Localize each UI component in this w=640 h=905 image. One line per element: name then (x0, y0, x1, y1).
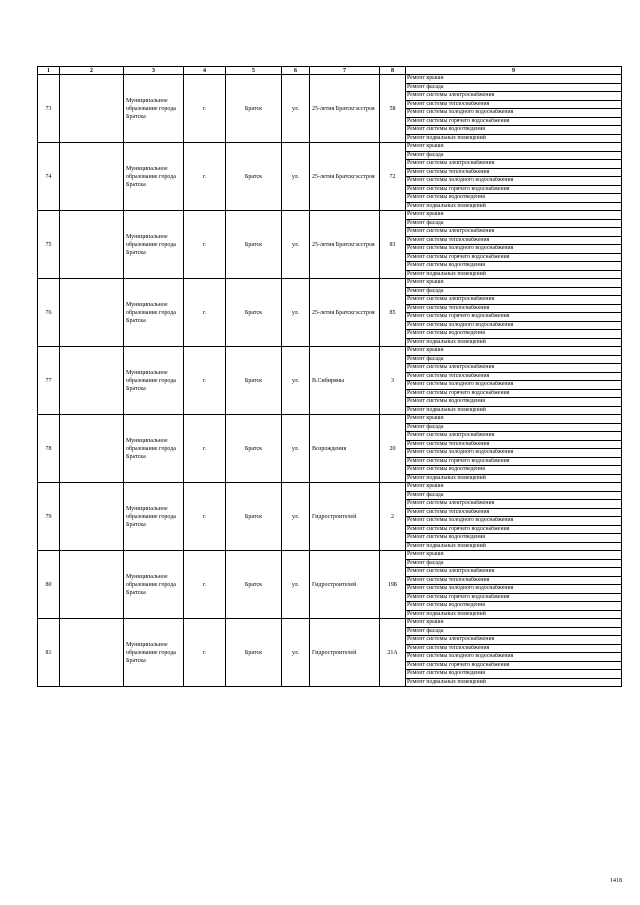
city-cell: Братск (226, 75, 282, 143)
house-number-cell: 21А (380, 619, 406, 687)
settlement-type-cell: г. (184, 211, 226, 279)
settlement-type-cell: г. (184, 415, 226, 483)
street-type-cell: ул. (282, 619, 310, 687)
house-number-cell: 72 (380, 143, 406, 211)
city-cell: Братск (226, 483, 282, 551)
row-number-cell: 75 (38, 211, 60, 279)
repair-work-cell: Ремонт системы горячего водоснабжения (406, 185, 622, 194)
repair-work-cell: Ремонт системы холодного водоснабжения (406, 109, 622, 118)
repair-work-cell: Ремонт системы теплоснабжения (406, 576, 622, 585)
repair-work-cell: Ремонт системы теплоснабжения (406, 372, 622, 381)
repair-work-cell: Ремонт фасада (406, 491, 622, 500)
repair-work-cell: Ремонт системы холодного водоснабжения (406, 245, 622, 254)
city-cell: Братск (226, 415, 282, 483)
repair-work-cell: Ремонт фасада (406, 423, 622, 432)
empty-cell (60, 483, 124, 551)
row-number-cell: 73 (38, 75, 60, 143)
municipality-cell: Муниципальное образование города Братска (124, 347, 184, 415)
city-cell: Братск (226, 143, 282, 211)
repair-work-cell: Ремонт подвальных помещений (406, 542, 622, 551)
header-row (38, 67, 622, 75)
repair-work-cell: Ремонт подвальных помещений (406, 406, 622, 415)
repair-work-cell: Ремонт системы электроснабжения (406, 432, 622, 441)
empty-cell (60, 347, 124, 415)
repair-work-cell: Ремонт системы горячего водоснабжения (406, 593, 622, 602)
municipality-cell: Муниципальное образование города Братска (124, 75, 184, 143)
street-cell: 25-летия Братскгэсстроя (310, 75, 380, 143)
city-cell: Братск (226, 211, 282, 279)
repair-work-cell: Ремонт крыши (406, 211, 622, 220)
municipality-cell: Муниципальное образование города Братска (124, 211, 184, 279)
street-cell: Гидростроителей (310, 619, 380, 687)
municipality-cell: Муниципальное образование города Братска (124, 415, 184, 483)
house-number-cell: 3 (380, 347, 406, 415)
column-header-5: 5 (226, 67, 282, 75)
settlement-type-cell: г. (184, 75, 226, 143)
municipality-cell: Муниципальное образование города Братска (124, 551, 184, 619)
row-number-cell: 76 (38, 279, 60, 347)
city-cell: Братск (226, 551, 282, 619)
street-cell: 25-летия Братскгэсстроя (310, 279, 380, 347)
repair-work-cell: Ремонт крыши (406, 415, 622, 424)
empty-cell (60, 619, 124, 687)
repair-work-cell: Ремонт фасада (406, 219, 622, 228)
row-number-cell: 79 (38, 483, 60, 551)
repair-work-cell: Ремонт системы горячего водоснабжения (406, 313, 622, 322)
column-header-1: 1 (38, 67, 60, 75)
repair-work-cell: Ремонт системы горячего водоснабжения (406, 661, 622, 670)
column-header-7: 7 (310, 67, 380, 75)
table-body (38, 75, 622, 687)
repair-work-cell: Ремонт подвальных помещений (406, 474, 622, 483)
repair-work-cell: Ремонт крыши (406, 143, 622, 152)
repair-work-cell: Ремонт системы теплоснабжения (406, 168, 622, 177)
street-type-cell: ул. (282, 551, 310, 619)
street-cell: 25-летия Братскгэсстроя (310, 143, 380, 211)
house-number-cell: 83 (380, 211, 406, 279)
table-row (38, 483, 622, 492)
repair-work-cell: Ремонт системы водоотведения (406, 330, 622, 339)
repair-work-cell: Ремонт системы электроснабжения (406, 296, 622, 305)
table-row (38, 347, 622, 356)
column-header-4: 4 (184, 67, 226, 75)
column-header-6: 6 (282, 67, 310, 75)
repair-work-cell: Ремонт системы холодного водоснабжения (406, 177, 622, 186)
street-cell: 25-летия Братскгэсстроя (310, 211, 380, 279)
repair-work-cell: Ремонт системы электроснабжения (406, 636, 622, 645)
street-type-cell: ул. (282, 211, 310, 279)
repair-work-cell: Ремонт подвальных помещений (406, 270, 622, 279)
repair-work-cell: Ремонт фасада (406, 287, 622, 296)
repair-work-cell: Ремонт системы горячего водоснабжения (406, 457, 622, 466)
repair-work-cell: Ремонт фасада (406, 355, 622, 364)
empty-cell (60, 211, 124, 279)
column-header-3: 3 (124, 67, 184, 75)
repair-work-cell: Ремонт системы холодного водоснабжения (406, 517, 622, 526)
house-number-cell: 19Б (380, 551, 406, 619)
repair-work-cell: Ремонт системы холодного водоснабжения (406, 321, 622, 330)
street-type-cell: ул. (282, 279, 310, 347)
repair-work-cell: Ремонт системы электроснабжения (406, 500, 622, 509)
column-header-9: 9 (406, 67, 622, 75)
city-cell: Братск (226, 619, 282, 687)
row-number-cell: 80 (38, 551, 60, 619)
repair-work-cell: Ремонт крыши (406, 75, 622, 84)
empty-cell (60, 143, 124, 211)
table-row (38, 551, 622, 560)
repair-work-cell: Ремонт системы теплоснабжения (406, 440, 622, 449)
repair-work-cell: Ремонт крыши (406, 279, 622, 288)
repair-work-cell: Ремонт подвальных помещений (406, 202, 622, 211)
street-cell: В.Сибиряны (310, 347, 380, 415)
table-row (38, 415, 622, 424)
row-number-cell: 74 (38, 143, 60, 211)
repair-work-cell: Ремонт системы горячего водоснабжения (406, 253, 622, 262)
municipality-cell: Муниципальное образование города Братска (124, 279, 184, 347)
settlement-type-cell: г. (184, 143, 226, 211)
repair-work-cell: Ремонт системы водоотведения (406, 534, 622, 543)
repair-work-cell: Ремонт системы теплоснабжения (406, 236, 622, 245)
repair-work-cell: Ремонт системы водоотведения (406, 602, 622, 611)
table-row (38, 143, 622, 152)
settlement-type-cell: г. (184, 551, 226, 619)
repair-work-cell: Ремонт системы холодного водоснабжения (406, 449, 622, 458)
repair-work-cell: Ремонт подвальных помещений (406, 610, 622, 619)
empty-cell (60, 551, 124, 619)
repair-work-cell: Ремонт системы водоотведения (406, 398, 622, 407)
street-type-cell: ул. (282, 347, 310, 415)
repair-work-cell: Ремонт фасада (406, 151, 622, 160)
repair-work-cell: Ремонт подвальных помещений (406, 134, 622, 143)
street-cell: Возрождения (310, 415, 380, 483)
table-row (38, 211, 622, 220)
street-cell: Гидростроителей (310, 551, 380, 619)
repair-schedule-table-wrapper (37, 66, 621, 687)
repair-work-cell: Ремонт крыши (406, 619, 622, 628)
municipality-cell: Муниципальное образование города Братска (124, 619, 184, 687)
repair-work-cell: Ремонт системы электроснабжения (406, 568, 622, 577)
repair-work-cell: Ремонт системы водоотведения (406, 466, 622, 475)
street-cell: Гидростроителей (310, 483, 380, 551)
street-type-cell: ул. (282, 143, 310, 211)
repair-work-cell: Ремонт системы водоотведения (406, 126, 622, 135)
repair-work-cell: Ремонт системы водоотведения (406, 194, 622, 203)
municipality-cell: Муниципальное образование города Братска (124, 143, 184, 211)
repair-work-cell: Ремонт системы холодного водоснабжения (406, 585, 622, 594)
repair-work-cell: Ремонт системы электроснабжения (406, 364, 622, 373)
house-number-cell: 58 (380, 75, 406, 143)
settlement-type-cell: г. (184, 619, 226, 687)
empty-cell (60, 75, 124, 143)
repair-work-cell: Ремонт системы горячего водоснабжения (406, 117, 622, 126)
repair-work-cell: Ремонт системы теплоснабжения (406, 100, 622, 109)
house-number-cell: 85 (380, 279, 406, 347)
repair-work-cell: Ремонт системы холодного водоснабжения (406, 381, 622, 390)
settlement-type-cell: г. (184, 483, 226, 551)
row-number-cell: 81 (38, 619, 60, 687)
repair-work-cell: Ремонт фасада (406, 83, 622, 92)
city-cell: Братск (226, 279, 282, 347)
repair-work-cell: Ремонт системы горячего водоснабжения (406, 525, 622, 534)
repair-work-cell: Ремонт крыши (406, 551, 622, 560)
repair-work-cell: Ремонт системы водоотведения (406, 262, 622, 271)
repair-work-cell: Ремонт системы теплоснабжения (406, 304, 622, 313)
table-row (38, 279, 622, 288)
table-row (38, 75, 622, 84)
repair-work-cell: Ремонт системы теплоснабжения (406, 508, 622, 517)
repair-work-cell: Ремонт системы холодного водоснабжения (406, 653, 622, 662)
house-number-cell: 2 (380, 483, 406, 551)
city-cell: Братск (226, 347, 282, 415)
repair-work-cell: Ремонт крыши (406, 483, 622, 492)
settlement-type-cell: г. (184, 279, 226, 347)
repair-work-cell: Ремонт системы электроснабжения (406, 92, 622, 101)
repair-work-cell: Ремонт системы электроснабжения (406, 228, 622, 237)
repair-work-cell: Ремонт системы электроснабжения (406, 160, 622, 169)
table-row (38, 619, 622, 628)
repair-work-cell: Ремонт подвальных помещений (406, 338, 622, 347)
street-type-cell: ул. (282, 415, 310, 483)
repair-work-cell: Ремонт крыши (406, 347, 622, 356)
repair-work-cell: Ремонт системы горячего водоснабжения (406, 389, 622, 398)
row-number-cell: 78 (38, 415, 60, 483)
empty-cell (60, 279, 124, 347)
street-type-cell: ул. (282, 75, 310, 143)
page-number: 1418 (610, 878, 622, 884)
municipality-cell: Муниципальное образование города Братска (124, 483, 184, 551)
repair-work-cell: Ремонт подвальных помещений (406, 678, 622, 687)
house-number-cell: 20 (380, 415, 406, 483)
column-header-8: 8 (380, 67, 406, 75)
repair-work-cell: Ремонт системы теплоснабжения (406, 644, 622, 653)
column-header-2: 2 (60, 67, 124, 75)
repair-work-cell: Ремонт фасада (406, 559, 622, 568)
table-header (38, 67, 622, 75)
repair-schedule-table (37, 66, 622, 687)
settlement-type-cell: г. (184, 347, 226, 415)
row-number-cell: 77 (38, 347, 60, 415)
empty-cell (60, 415, 124, 483)
repair-work-cell: Ремонт системы водоотведения (406, 670, 622, 679)
repair-work-cell: Ремонт фасада (406, 627, 622, 636)
street-type-cell: ул. (282, 483, 310, 551)
